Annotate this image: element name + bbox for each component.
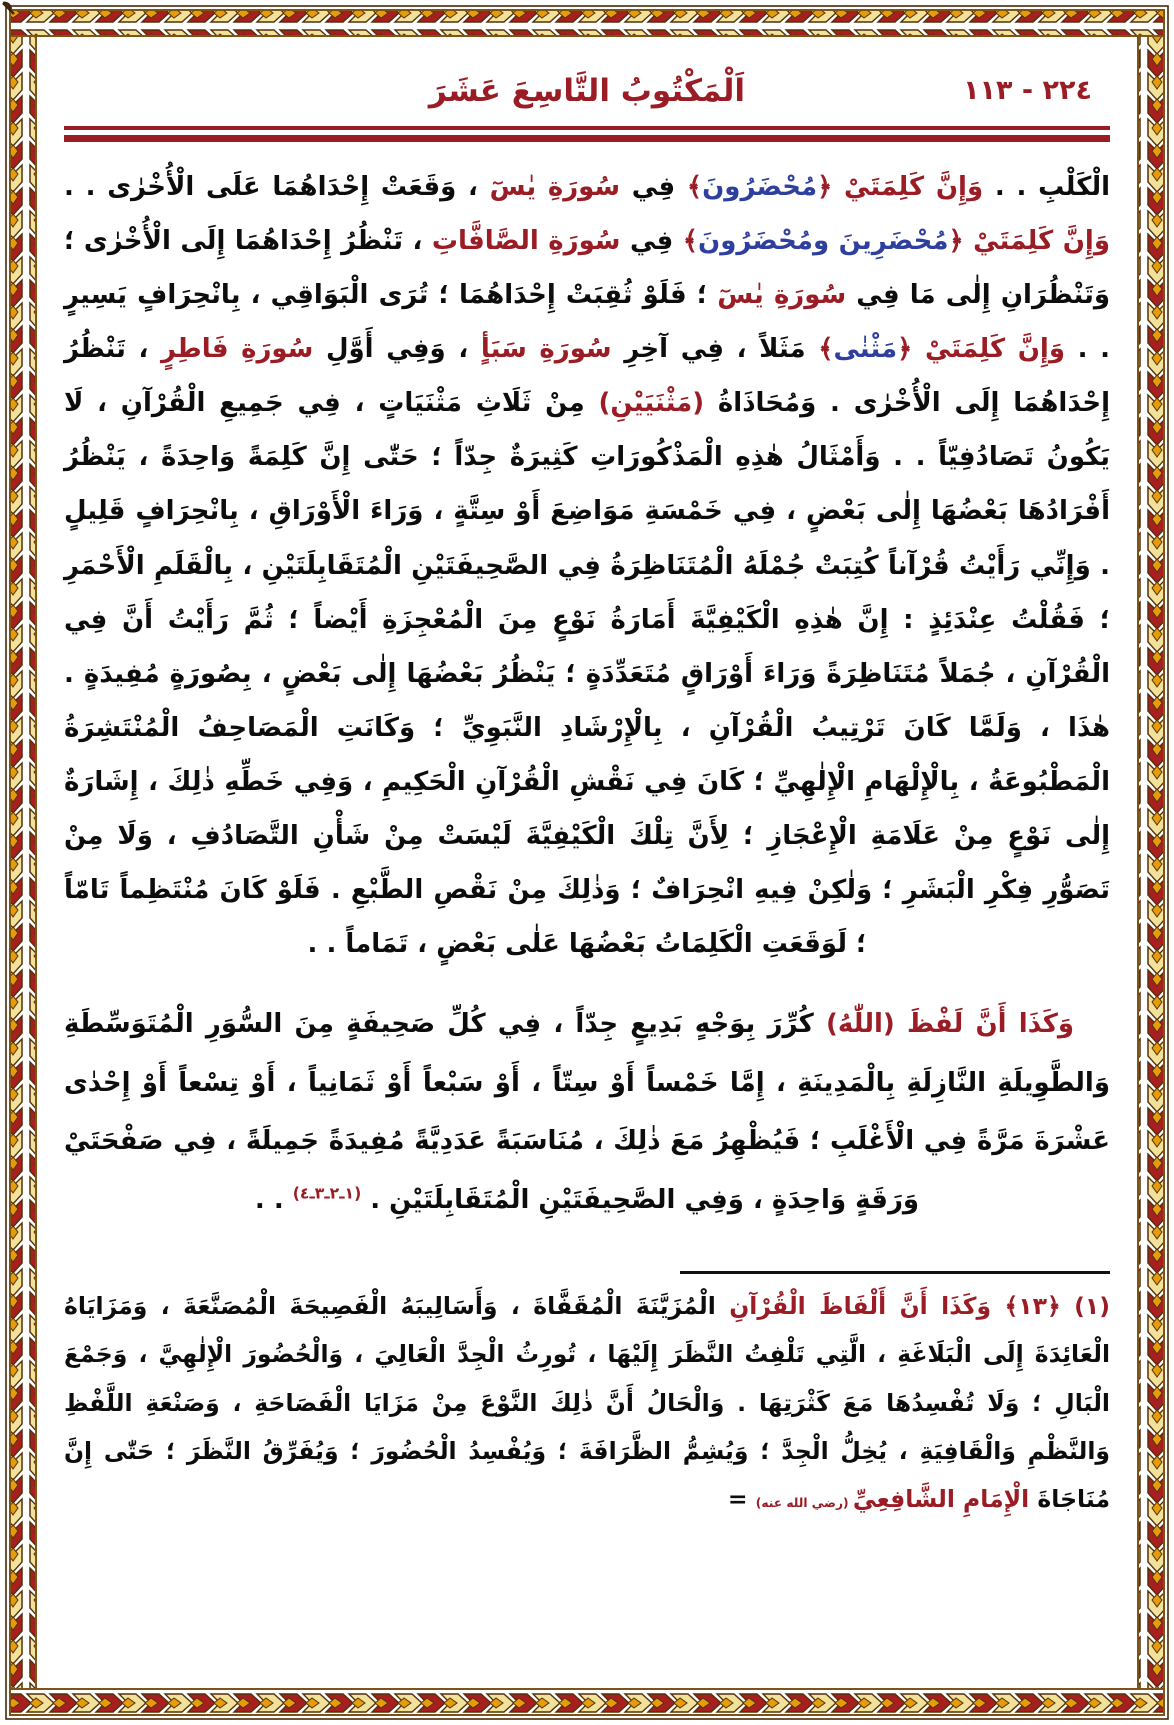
text-segment-red: وَكَذَا أَنَّ لَفْظَ (اللّٰهُ) (825, 1009, 1074, 1040)
text-segment-red: ﴾ (682, 226, 699, 257)
text-segment-red: (١ـ٢ـ٣ـ٤) (292, 1184, 362, 1203)
page-header (64, 58, 1110, 124)
text-segment-black: = (727, 1484, 756, 1513)
text-segment-black: ، وَفِي أَوَّلِ (313, 334, 481, 365)
text-segment-red: وَكَذَا أَنَّ أَلْفَاظَ الْقُرْآنِ (715, 1292, 992, 1321)
text-segment-red: ﴿ (897, 334, 913, 365)
text-segment-red: ﴾ (818, 334, 834, 365)
text-segment-red: سُورَةِ يٰسٓ (489, 172, 621, 202)
text-segment-black: ، تَنْظُرُ إِحْدَاهُمَا إِلَى الْأُخْرٰى . وَمُحَاذَاةُ (64, 334, 1111, 419)
text-segment-red: وَإِنَّ كَلِمَتَيْ (963, 226, 1110, 257)
text-segment-black: مَثَلاً ، فِي آخِرِ (611, 334, 819, 365)
text-segment-blue: مُحْضَرِينَ ومُحْضَرُونَ (698, 226, 949, 257)
text-segment-red: ﴿ (948, 226, 964, 257)
text-segment-red: (مَثْنَيَيْنِ) (598, 388, 705, 419)
text-segment-red: وَإِنَّ كَلِمَتَيْ (912, 334, 1065, 365)
page-content (64, 44, 1110, 1685)
page-numbers: ٢٢٤ - ١١٣ (963, 75, 1092, 106)
corner-finial (3, 3, 14, 14)
text-segment-black: ، تَنْظُرُ إِحْدَاهُمَا إِلَى الْأُخْرٰى ؛ وَتَنْظُرَانِ إِلٰى مَا فِي (64, 226, 1110, 311)
text-segment-red: سُورَةِ سَبَأٍ (480, 334, 612, 365)
text-segment-red: ﴿١٣﴾ (991, 1292, 1061, 1321)
text-segment-blue: مُحْضَرُونَ (702, 172, 818, 202)
text-segment-black: ؛ فَلَوْ ثُقِبَتْ إِحْدَاهُمَا ؛ تُرَى الْبَوَاقِي ، بِانْحِرَافٍ يَسِيرٍ . . (64, 280, 1111, 365)
text-segment-blue: مَثْنٰى (833, 334, 898, 365)
text-segment-red: ﴿ (817, 172, 833, 202)
text-segment-red: سُورَةِ فَاطِرٍ (161, 334, 314, 365)
text-segment-black: فِي (620, 226, 683, 257)
text-segment-black: الْكَلْبِ . . (983, 172, 1111, 202)
text-segment-black: فِي (620, 172, 687, 202)
text-segment-black: ، وَقَعَتْ إِحْدَاهُمَا عَلَى الْأُخْرٰى . . (64, 172, 490, 202)
paragraph-2 (64, 995, 1110, 1229)
text-segment-red: (رضي الله عنه) (755, 1495, 853, 1510)
body-text (64, 160, 1110, 1229)
footnote-separator (680, 1271, 1110, 1274)
text-segment-red: الْإِمَامِ الشَّافِعِيِّ (852, 1484, 1030, 1513)
text-segment-black: مِنْ ثَلَاثِ مَثْنَيَاتٍ ، فِي جَمِيعِ الْقُرْآنِ ، لَا يَكُونُ تَصَادُفِيّاً . . وَأَمْثَالُ هٰذِهِ الْمَذْكُورَاتِ كَثِيرَةٌ جِدّاً ؛ حَتّٰى إِنَّ كَلِمَةً وَاحِدَةً ، يَنْظُرُ أَفْرَادُهَا بَعْضُهَا إِلٰى بَعْضٍ ، فِي خَمْسَةِ مَوَاضِعَ أَوْ سِتَّةٍ ، وَرَاءَ الْأَوْرَاقِ ، بِانْحِرَافٍ قَلِيلٍ . وَإِنِّي رَأَيْتُ قُرْآناً كُتِبَتْ جُمْلَهُ الْمُتَنَاظِرَةُ فِي الصَّحِيفَتَيْنِ الْمُتَقَابِلَتَيْنِ ، بِالْقَلَمِ الْأَحْمَرِ ؛ فَقُلْتُ عِنْدَئِذٍ : إِنَّ هٰذِهِ الْكَيْفِيَّةَ أَمَارَةُ نَوْعٍ مِنَ الْمُعْجِزَةِ أَيْضاً ؛ ثُمَّ رَأَيْتُ أَنَّ فِي الْقُرْآنِ ، جُمَلاً مُتَنَاظِرَةً وَرَاءَ أَوْرَاقٍ مُتَعَدِّدَةٍ ؛ يَنْظُرُ بَعْضُهَا إِلٰى بَعْضٍ ، بِصُورَةٍ مُفِيدَةٍ . هٰذَا ، وَلَمَّا كَانَ تَرْتِيبُ الْقُرْآنِ ، بِالْإِرْشَادِ النَّبَوِيِّ ؛ وَكَانَتِ الْمَصَاحِفُ الْمُنْتَشِرَةُ الْمَطْبُوعَةُ ، بِالْإِلْهَامِ الْإِلٰهِيِّ ؛ كَانَ فِي نَقْشِ الْقُرْآنِ الْحَكِيمِ ، وَفِي خَطِّهِ ذٰلِكَ ، إِشَارَةٌ إِلٰى نَوْعٍ مِنْ عَلَامَةِ الْإِعْجَازِ ؛ لِأَنَّ تِلْكَ الْكَيْفِيَّةَ لَيْسَتْ مِنْ شَأْنِ التَّصَادُفِ ، وَلَا مِنْ تَصَوُّرِ فِكْرِ الْبَشَرِ ؛ وَلٰكِنْ فِيهِ انْحِرَافٌ ؛ وَذٰلِكَ مِنْ نَقْصِ الطَّبْعِ . فَلَوْ كَانَ مُنْتَظِماً تَامّاً ؛ لَوَقَعَتِ الْكَلِمَاتُ بَعْضُهَا عَلٰى بَعْضٍ ، تَمَاماً . . (64, 388, 1110, 960)
footnote-text (64, 1282, 1110, 1523)
text-segment-black: الْمُزَيَّنَةَ الْمُقَفَّاةَ ، وَأَسَالِيبَهُ الْفَصِيحَةَ الْمُصَنَّعَةَ ، وَمَزَايَاهُ الْعَائِدَةَ إِلَى الْبَلَاغَةِ ، الَّتِي تَلْفِتُ النَّظَرَ إِلَيْهَا ، تُورِثُ الْجِدَّ الْعَالِيَ ، وَالْحُضُورَ الْإِلٰهِيَّ ، وَجَمْعَ الْبَالِ ؛ وَلَا تُفْسِدُهَا مَعَ كَثْرَتِهَا . وَالْحَالُ أَنَّ ذٰلِكَ النَّوْعَ مِنْ مَزَايَا الْفَصَاحَةِ ، وَصَنْعَةِ اللَّفْظِ وَالنَّظْمِ وَالْقَافِيَةِ ، يُخِلُّ الْجِدَّ ؛ وَيُشِمُّ الظَّرَافَةَ ؛ وَيُفْسِدُ الْحُضُورَ ؛ وَيُفَرِّقُ النَّظَرَ ؛ حَتّٰى إِنَّ مُنَاجَاةَ (64, 1292, 1110, 1513)
text-segment-red: وَإِنَّ كَلِمَتَيْ (832, 172, 984, 202)
text-segment-black: . . (254, 1184, 293, 1215)
text-segment-black: كُرِّرَ بِوَجْهٍ بَدِيعٍ جِدّاً ، فِي كُلِّ صَحِيفَةٍ مِنَ السُّوَرِ الْمُتَوَسِّطَةِ وَالطَّوِيلَةِ النَّازِلَةِ بِالْمَدِينَةِ ، إِمَّا خَمْساً أَوْ سِتّاً ، أَوْ سَبْعاً أَوْ ثَمَانِياً ، أَوْ تِسْعاً أَوْ إِحْدٰى عَشْرَةَ مَرَّةً فِي الْأَغْلَبِ ؛ فَيُظْهِرُ مَعَ ذٰلِكَ ، مُنَاسَبَةً عَدَدِيَّةً مُفِيدَةً جَمِيلَةً ، فِي صَفْحَتَيْ وَرَقَةٍ وَاحِدَةٍ ، وَفِي الصَّحِيفَتَيْنِ الْمُتَقَابِلَتَيْنِ . (64, 1009, 1110, 1215)
text-segment-red: (١) (1060, 1292, 1110, 1321)
header-double-rule (64, 126, 1110, 142)
text-segment-red: سُورَةِ الصَّافَّاتِ (431, 226, 621, 257)
page-title: اَلْمَكْتُوبُ التَّاسِعَ عَشَرَ (428, 73, 746, 109)
text-segment-red: سُورَةِ يٰسٓ (717, 280, 847, 311)
text-segment-red: ﴾ (686, 172, 703, 202)
paragraph-1 (64, 160, 1110, 971)
